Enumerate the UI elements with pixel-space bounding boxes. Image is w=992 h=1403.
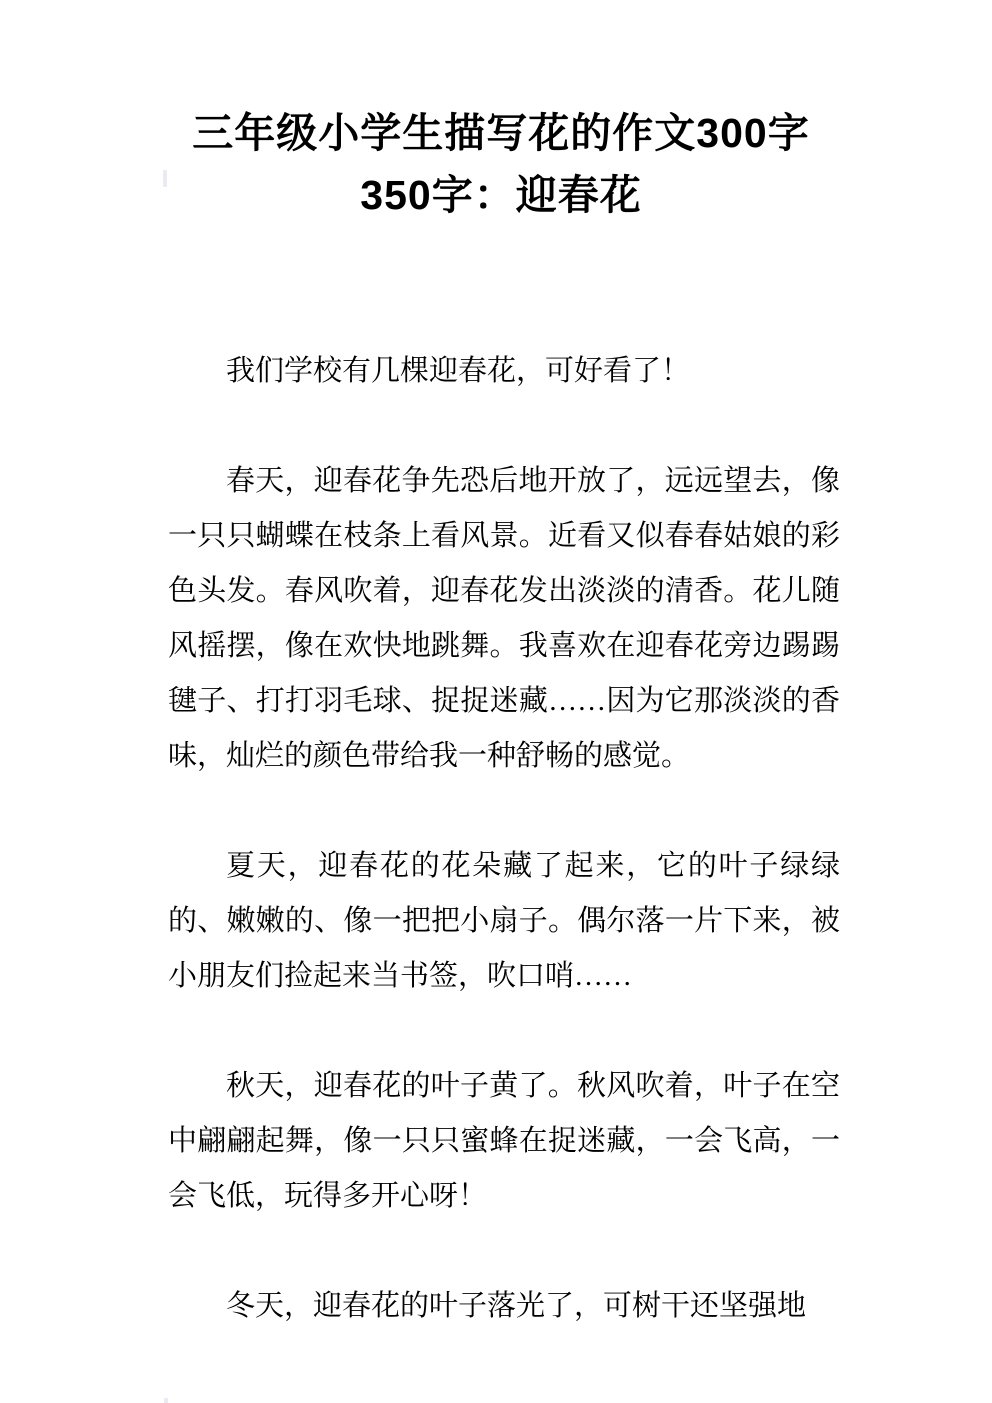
essay-paragraph: 我们学校有几棵迎春花，可好看了！: [226, 355, 691, 387]
page-title: 三年级小学生描写花的作文300字350字：迎春花: [192, 110, 810, 218]
page-artifact-mark-bottom: [164, 1398, 168, 1403]
essay-paragraph: 春天，迎春花争先恐后地开放了，远远望去，像一只只蝴蝶在枝条上看风景。近看又似春春姑娘的彩色头发。春风吹着，迎春花发出淡淡的清香。花儿随风摇摆，像在欢快地跳舞。我喜欢在迎春花旁边踢踢毽子、打打羽毛球、捉捉迷藏……因为它那淡淡的香味，灿烂的颜色带给我一种舒畅的感觉。: [168, 465, 840, 772]
page-artifact-mark-top: [163, 170, 167, 187]
document-page: [0, 102, 992, 1403]
essay-paragraph: 冬天，迎春花的叶子落光了，可树干还坚强地: [226, 1290, 807, 1322]
essay-paragraph: 夏天，迎春花的花朵藏了起来，它的叶子绿绿的、嫩嫩的、像一把把小扇子。偶尔落一片下来，被小朋友们捡起来当书签，吹口哨……: [168, 850, 840, 992]
essay-paragraph: 秋天，迎春花的叶子黄了。秋风吹着，叶子在空中翩翩起舞，像一只只蜜蜂在捉迷藏，一会飞高，一会飞低，玩得多开心呀！: [168, 1070, 840, 1212]
essay-body: [168, 344, 840, 1334]
